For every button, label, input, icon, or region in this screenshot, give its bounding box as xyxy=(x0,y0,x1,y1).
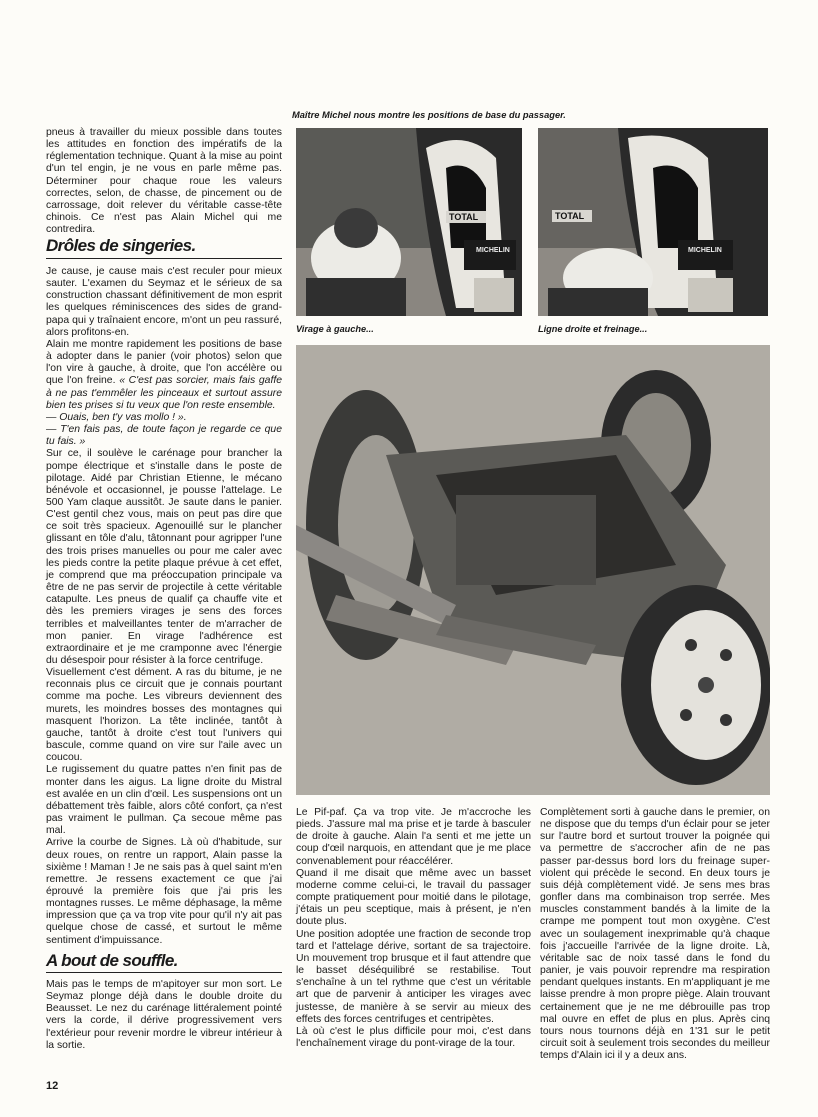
brand-michelin: MICHELIN xyxy=(476,247,510,254)
paragraph: Sur ce, il soulève le carénage pour brancher la pompe électrique et s'installe dans le poste de pilotage. Aidé par Christian Etienne, le mécano bénévole et occasionnel, je pousse l'attelage. Le 500 Yam claque aussitôt. Je saute dans le panier. C'est gentil chez vous, mais on peut pas dire que ce soit très spacieux. Agenouillé sur le plancher glissant en tôle d'alu, tâtonnant pour agripper l'une des trois prises manuelles ou pour me caler avec les pieds contre la petite plaque prévue à cet effet, je comprend que ma préoccupation principale va être de ne pas servir de projectile à cette véritable catapulte. Les pneus de qualif ça chauffe vite et dès les premiers virages je sens des forces terribles et malveillantes tenter de m'arracher de mon panier. En virage l'adhérence est extraordinaire et je me cramponne avec l'énergie du désespoir pour résister à la force centrifuge. xyxy=(46,448,282,666)
photo-image xyxy=(296,128,522,316)
column-3 xyxy=(540,807,770,1062)
top-caption: Maître Michel nous montre les positions de base du passager. xyxy=(292,110,566,120)
paragraph: Mais pas le temps de m'apitoyer sur mon sort. Le Seymaz plonge déjà dans le double droite du Beausset. Le nez du carénage littéralement pointé vers la corde, il dérive progressivement vers l'extérieur pour revenir mordre le vibreur intérieur à la sortie. xyxy=(46,979,282,1051)
paragraph: Le Pif-paf. Ça va trop vite. Je m'accroche les pieds. J'assure mal ma prise et je tarde à basculer de droite à gauche. Alain l'a senti et me jette un coup d'œil narquois, en attendant que je me place convenablement pour réaccélérer. xyxy=(296,807,531,867)
paragraph: Arrive la courbe de Signes. Là où d'habitude, sur deux roues, on rentre un rapport, Alain passe la sixième ! Maman ! Je ne sais pas à quel saint m'en remettre. Je ressens exactement ce que j'ai éprouvé la première fois que j'ai pris les montagnes russes. Le même déphasage, la même impression que ça va trop vite pour qu'il n'y ait pas quelque chose de cassé, et surtout le même sentiment d'impuissance. xyxy=(46,837,282,946)
intro-paragraph: pneus à travailler du mieux possible dans toutes les attitudes en fonction des impératifs de la réglementation technique. Quant à la mise au point d'un tel engin, je ne vous en parle même pas. Déterminer pour chaque roue les valeurs correctes, selon, de chasse, de pincement ou de carrossage, doit relever du véritable casse-tête chinois. Ce n'est pas Alain Michel qui me contredira. xyxy=(46,127,282,236)
heading-a-bout-de-souffle: A bout de souffle. xyxy=(46,951,178,970)
photo-image xyxy=(538,128,768,316)
paragraph: Là où c'est le plus difficile pour moi, c'est dans l'enchaînement virage du pont-virage de la tour. xyxy=(296,1025,531,1049)
caption-ligne-droite: Ligne droite et freinage... xyxy=(538,324,648,334)
photo-virage-gauche xyxy=(296,128,522,316)
heading-rule xyxy=(46,972,282,973)
paragraph xyxy=(46,339,282,412)
paragraph: Une position adoptée une fraction de seconde trop tard et l'attelage dérive, sortant de sa trajectoire. Un mouvement trop brusque et il faut attendre que le basset déséquilibré se restabilise. Tout s'enchaîne à un tel rythme que c'est un véritable art que de parvenir à anticiper les virages avec justesse, de manière à se servir au mieux des effets des forces centrifuges et centripètes. xyxy=(296,928,531,1025)
quote-text: « C'est pas sorcier, mais fais gaffe à ne pas t'emmêler les pinceaux et surtout assure bien tes prises si tu veux que l'on reste ensemble. xyxy=(46,375,282,411)
caption-virage-gauche: Virage à gauche... xyxy=(296,324,374,334)
dialogue-line: — Ouais, ben t'y vas mollo ! ». xyxy=(46,411,187,423)
paragraph: Visuellement c'est dément. A ras du bitume, je ne reconnais plus ce circuit que je connais pourtant comme ma poche. Les vibreurs deviennent des murets, les moindres bosses des montagnes qui masquent l'horizon. La tête inclinée, tantôt à gauche, tantôt à droite c'est tout l'univers qui bascule, comme quand on vire sur l'aile avec un coucou. xyxy=(46,667,282,764)
brand-total: TOTAL xyxy=(555,211,585,221)
brand-total: TOTAL xyxy=(449,212,479,222)
photo-ligne-droite xyxy=(538,128,768,316)
column-1-body xyxy=(46,266,282,947)
brand-michelin: MICHELIN xyxy=(688,247,722,254)
heading-droles-de-singeries: Drôles de singeries. xyxy=(46,236,196,255)
paragraph: Complètement sorti à gauche dans le premier, on ne dispose que du temps d'un éclair pour se jeter sur l'autre bord et surtout trouver la poignée qui va permettre de s'accrocher afin de ne pas passer par-dessus bord lors du freinage super-violent qui précède le second. En deux tours je suis déjà complètement vidé. Je sens mes bras gonfler dans ma combinaison trop serrée. Mes muscles constamment bandés à la limite de la crampe me pompent tout mon oxygène. C'est avec un soulagement inexprimable qu'à chaque fois j'accueille l'arrivée de la ligne droite. Là, véritable sac de noix tassé dans le fond du panier, je vais pouvoir reprendre ma respiration pendant quelques instants. En m'appliquant je me laisse prendre à mon propre piège. Alain trouvant certainement que je ne me débrouille pas trop mal ouvre en effet de plus en plus. Après cinq tours nous tournons déjà en 1'31 sur le petit circuit soit à seulement trois secondes du meilleur temps d'Alain ici il y a deux ans. xyxy=(540,807,770,1062)
paragraph: Je cause, je cause mais c'est reculer pour mieux sauter. L'examen du Seymaz et le sérieux de sa construction chassant définitivement de mon esprit les quelques réminiscences des sides de grand-papa qui y traînaient encore, m'ont un peu rassuré, alors profitons-en. xyxy=(46,266,282,338)
photo-image xyxy=(296,345,770,795)
paragraph: Le rugissement du quatre pattes n'en finit pas de monter dans les aigus. La ligne droite du Mistral est avalée en un clin d'œil. Les suspensions ont un débattement très faible, alors côté confort, ça n'est pas vraiment le pullman. Ça secoue même pas mal. xyxy=(46,764,282,837)
column-2 xyxy=(296,807,531,1050)
paragraph-text: Alain me montre rapidement les positions de base à adopter dans le panier (voir photos) selon que l'on vire à gauche, à droite, que l'on accélère ou que l'on freine. xyxy=(46,338,282,387)
dialogue-line: — T'en fais pas, de toute façon je regarde ce que tu fais. » xyxy=(46,424,282,448)
column-1-end xyxy=(46,979,282,1052)
heading-rule xyxy=(46,258,282,259)
page-number: 12 xyxy=(46,1080,59,1092)
column-1 xyxy=(46,127,282,236)
photo-chassis-seymaz xyxy=(296,345,770,795)
paragraph: Quand il me disait que même avec un basset moderne comme celui-ci, le travail du passager compte pratiquement pour moitié dans le pilotage, j'étais un peu sceptique, mais à présent, je n'en doute plus. xyxy=(296,867,531,928)
